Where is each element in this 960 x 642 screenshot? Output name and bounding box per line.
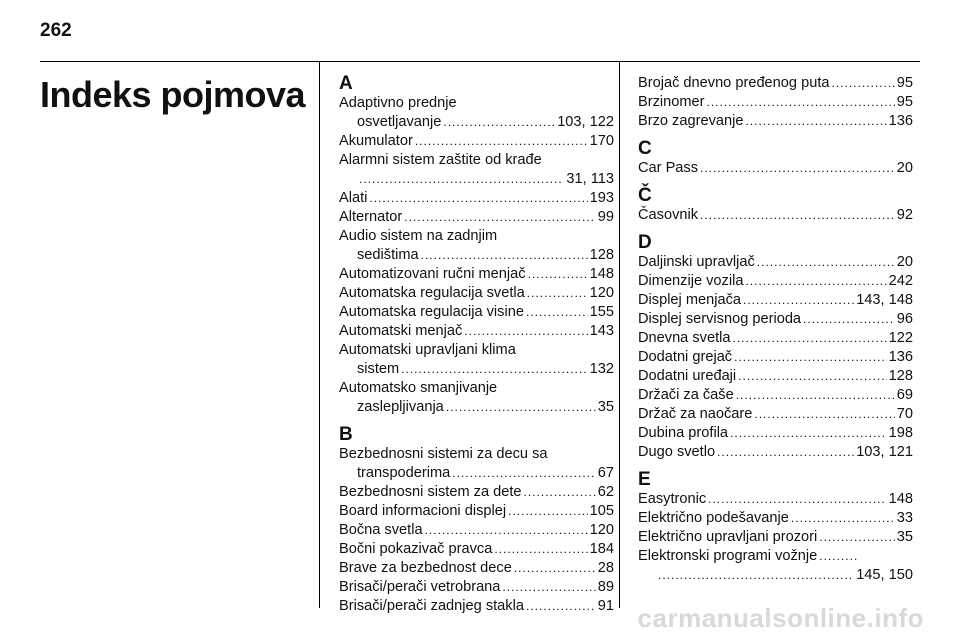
- index-page-numbers: 20: [896, 160, 913, 176]
- section-letter-b: B: [339, 424, 353, 445]
- index-page-numbers: 20: [896, 254, 913, 270]
- index-page-numbers: 67: [597, 465, 614, 481]
- leader-dots: [443, 113, 555, 132]
- index-entry: [638, 424, 913, 443]
- index-entry: [638, 112, 913, 131]
- leader-dots: [452, 464, 595, 483]
- index-list-e: [638, 490, 913, 585]
- index-term: Brave za bezbednost dece: [339, 560, 512, 576]
- index-term: zaslepljivanja: [357, 399, 444, 415]
- index-term: Brisači/perači vetrobrana: [339, 579, 501, 595]
- section-letter-a: A: [339, 73, 353, 94]
- index-entry-line: [339, 578, 614, 597]
- index-page-numbers: 136: [888, 113, 913, 129]
- index-term: sedištima: [357, 247, 419, 263]
- index-term: Dubina profila: [638, 425, 729, 441]
- section-letter-d: D: [638, 232, 652, 253]
- index-term: Dugo svetlo: [638, 444, 716, 460]
- leader-dots: [757, 253, 895, 272]
- index-entry-line: [638, 93, 913, 112]
- index-entry-term-start: [339, 151, 614, 170]
- leader-dots: [527, 284, 588, 303]
- index-term: Brisači/perači zadnjeg stakla: [339, 598, 524, 614]
- index-page-numbers: 105: [589, 503, 614, 519]
- index-entry-line: [339, 322, 614, 341]
- page-title: Indeks pojmova: [40, 74, 306, 115]
- leader-dots: [803, 310, 895, 329]
- index-column-2: [638, 74, 913, 585]
- index-entry-line: [339, 483, 614, 502]
- index-page-numbers: 33: [896, 510, 913, 526]
- leader-dots: [700, 159, 895, 178]
- index-entry: [339, 341, 614, 379]
- index-entry: [339, 559, 614, 578]
- index-entry: [638, 490, 913, 509]
- index-entry-line: [638, 424, 913, 443]
- index-column-1: [339, 74, 614, 616]
- index-entry-line: [638, 566, 913, 585]
- index-term: Dimenzije vozila: [638, 273, 744, 289]
- index-page-numbers: 128: [888, 368, 913, 384]
- index-entry-line: [339, 132, 614, 151]
- index-entry-line: [638, 291, 913, 310]
- index-entry-line: [339, 360, 614, 379]
- section-letter-e: E: [638, 469, 651, 490]
- index-entry-line: [638, 348, 913, 367]
- index-term: Alarmni sistem zaštite od krađe: [339, 152, 542, 168]
- index-page-numbers: 155: [589, 304, 614, 320]
- index-page-numbers: 28: [597, 560, 614, 576]
- index-entry-line: [638, 272, 913, 291]
- index-entry: [339, 227, 614, 265]
- index-term: Električno upravljani prozori: [638, 529, 818, 545]
- index-page-numbers: 120: [589, 522, 614, 538]
- leader-dots: [524, 483, 596, 502]
- index-entry: [339, 540, 614, 559]
- index-page-numbers: 148: [589, 266, 614, 282]
- index-term: Board informacioni displej: [339, 503, 507, 519]
- index-entry-line: [638, 74, 913, 93]
- index-term: Bočni pokazivač pravca: [339, 541, 493, 557]
- leader-dots: [415, 132, 588, 151]
- index-page-numbers: 120: [589, 285, 614, 301]
- index-term: Bezbednosni sistemi za decu sa: [339, 446, 548, 462]
- leader-dots: [732, 329, 886, 348]
- index-entry: [638, 443, 913, 462]
- leader-dots: [717, 443, 854, 462]
- page-number: 262: [40, 20, 72, 41]
- leader-dots: [369, 189, 587, 208]
- index-page-numbers: 35: [896, 529, 913, 545]
- index-entry: [339, 303, 614, 322]
- index-entry: [638, 272, 913, 291]
- leader-dots: [819, 547, 859, 566]
- index-term: Automatsko smanjivanje: [339, 380, 498, 396]
- index-term: Brojač dnevno pređenog puta: [638, 75, 830, 91]
- index-page-numbers: 132: [589, 361, 614, 377]
- index-page-numbers: 95: [896, 94, 913, 110]
- index-entry: [339, 189, 614, 208]
- index-entry: [638, 405, 913, 424]
- index-entry-line: [339, 464, 614, 483]
- index-page-numbers: 89: [597, 579, 614, 595]
- leader-dots: [464, 322, 587, 341]
- index-entry: [638, 528, 913, 547]
- index-page-numbers: 103, 121: [856, 444, 913, 460]
- index-entry-line: [339, 502, 614, 521]
- index-list-b-continued: [638, 74, 913, 131]
- index-page-numbers: 143: [589, 323, 614, 339]
- index-page-numbers: 31, 113: [566, 171, 614, 187]
- leader-dots: [508, 502, 588, 521]
- index-term: Bočna svetla: [339, 522, 423, 538]
- leader-dots: [526, 597, 596, 616]
- leader-dots: [819, 528, 895, 547]
- column-divider-right: [619, 62, 620, 608]
- leader-dots: [832, 74, 895, 93]
- index-entry-line: [638, 509, 913, 528]
- index-entry: [638, 253, 913, 272]
- index-list-c-caron: [638, 206, 913, 225]
- index-entry-term-start: [339, 94, 614, 113]
- index-term: Elektronski programi vožnje: [638, 548, 818, 564]
- index-entry-line: [638, 367, 913, 386]
- index-entry-line: [339, 521, 614, 540]
- index-entry-line: [638, 206, 913, 225]
- index-entry-term-start: [339, 445, 614, 464]
- index-entry: [638, 386, 913, 405]
- index-entry: [638, 74, 913, 93]
- index-term: Automatska regulacija svetla: [339, 285, 525, 301]
- index-term: Automatski menjač: [339, 323, 463, 339]
- index-page-numbers: 193: [589, 190, 614, 206]
- index-entry: [339, 94, 614, 132]
- index-entry: [638, 547, 913, 585]
- leader-dots: [421, 246, 588, 265]
- leader-dots: [425, 521, 588, 540]
- leader-dots: [791, 509, 895, 528]
- index-term: Akumulator: [339, 133, 413, 149]
- index-page-numbers: 103, 122: [557, 114, 614, 130]
- index-entry-line: [339, 559, 614, 578]
- index-term: Automatska regulacija visine: [339, 304, 524, 320]
- index-entry-line: [638, 528, 913, 547]
- leader-dots: [738, 367, 886, 386]
- index-entry: [339, 284, 614, 303]
- index-page-numbers: 92: [896, 207, 913, 223]
- index-entry-line: [339, 540, 614, 559]
- leader-dots: [658, 566, 854, 585]
- index-entry: [638, 367, 913, 386]
- index-term: sistem: [357, 361, 400, 377]
- index-entry: [339, 521, 614, 540]
- index-entry-line: [638, 443, 913, 462]
- index-term: Alternator: [339, 209, 403, 225]
- leader-dots: [707, 93, 895, 112]
- index-entry-line: [638, 112, 913, 131]
- index-entry: [638, 310, 913, 329]
- index-page-numbers: 170: [589, 133, 614, 149]
- index-page-numbers: 198: [888, 425, 913, 441]
- index-entry: [339, 502, 614, 521]
- index-term: transpoderima: [357, 465, 451, 481]
- leader-dots: [745, 112, 886, 131]
- index-page-numbers: 70: [896, 406, 913, 422]
- index-list-a: [339, 94, 614, 417]
- index-term: Automatizovani ručni menjač: [339, 266, 526, 282]
- index-entry-line: [339, 113, 614, 132]
- index-term: Držači za čaše: [638, 387, 734, 403]
- index-page-numbers: 136: [888, 349, 913, 365]
- header-rule: [40, 61, 920, 62]
- index-page-numbers: 96: [896, 311, 913, 327]
- index-entry-line: [339, 303, 614, 322]
- index-entry-line: [638, 490, 913, 509]
- leader-dots: [708, 490, 887, 509]
- index-entry: [638, 329, 913, 348]
- index-term: Adaptivno prednje: [339, 95, 457, 111]
- section-letter-c-caron: Č: [638, 185, 652, 206]
- index-page-numbers: 148: [888, 491, 913, 507]
- index-entry-line: [638, 253, 913, 272]
- index-page-numbers: 95: [896, 75, 913, 91]
- leader-dots: [743, 291, 854, 310]
- index-entry: [339, 322, 614, 341]
- index-entry-line: [339, 284, 614, 303]
- leader-dots: [446, 398, 596, 417]
- leader-dots: [736, 386, 895, 405]
- index-term: Car Pass: [638, 160, 699, 176]
- index-entry: [339, 208, 614, 227]
- index-entry-term-start: [339, 227, 614, 246]
- index-term: Automatski upravljani klima: [339, 342, 516, 358]
- index-entry: [638, 291, 913, 310]
- index-entry-line: [638, 405, 913, 424]
- index-page-numbers: 242: [888, 273, 913, 289]
- index-entry-line: [339, 597, 614, 616]
- index-page-numbers: 128: [589, 247, 614, 263]
- index-term: Držač za naočare: [638, 406, 753, 422]
- index-term: Električno podešavanje: [638, 510, 789, 526]
- index-entry-line: [638, 310, 913, 329]
- index-entry-line: [339, 170, 614, 189]
- index-term: Displej servisnog perioda: [638, 311, 802, 327]
- leader-dots: [700, 206, 895, 225]
- index-term: Brzinomer: [638, 94, 705, 110]
- leader-dots: [494, 540, 587, 559]
- index-term: Dodatni grejač: [638, 349, 733, 365]
- index-entry: [638, 159, 913, 178]
- index-term: Časovnik: [638, 207, 699, 223]
- column-divider-left: [319, 62, 320, 608]
- index-term: Audio sistem na zadnjim: [339, 228, 498, 244]
- index-page-numbers: 145, 150: [856, 567, 913, 583]
- leader-dots: [502, 578, 595, 597]
- index-entry: [339, 445, 614, 483]
- index-page-numbers: 143, 148: [856, 292, 913, 308]
- index-entry: [339, 265, 614, 284]
- index-entry-line: [339, 246, 614, 265]
- leader-dots: [734, 348, 887, 367]
- index-term: Dnevna svetla: [638, 330, 731, 346]
- index-page-numbers: 184: [589, 541, 614, 557]
- leader-dots: [754, 405, 894, 424]
- watermark: carmanualsonline.info: [637, 603, 924, 633]
- index-term: Brzo zagrevanje: [638, 113, 744, 129]
- index-entry-line: [638, 386, 913, 405]
- index-term: Easytronic: [638, 491, 707, 507]
- index-entry-line: [638, 329, 913, 348]
- leader-dots: [745, 272, 886, 291]
- leader-dots: [401, 360, 587, 379]
- index-entry-line: [638, 159, 913, 178]
- index-term: Bezbednosni sistem za dete: [339, 484, 522, 500]
- index-entry-term-start: [339, 379, 614, 398]
- leader-dots: [730, 424, 887, 443]
- index-entry-term-start: [339, 341, 614, 360]
- leader-dots: [359, 170, 564, 189]
- index-entry: [339, 578, 614, 597]
- index-term: osvetljavanje: [357, 114, 442, 130]
- index-term: Displej menjača: [638, 292, 742, 308]
- index-list-c: [638, 159, 913, 178]
- index-entry: [339, 151, 614, 189]
- index-page-numbers: 69: [896, 387, 913, 403]
- index-page-numbers: 122: [888, 330, 913, 346]
- index-term: Dodatni uređaji: [638, 368, 737, 384]
- index-page-numbers: 35: [597, 399, 614, 415]
- index-entry: [339, 132, 614, 151]
- index-entry: [638, 509, 913, 528]
- index-page-numbers: 99: [597, 209, 614, 225]
- index-entry: [638, 93, 913, 112]
- index-entry: [339, 379, 614, 417]
- index-page-numbers: 62: [597, 484, 614, 500]
- leader-dots: [514, 559, 596, 578]
- index-page-numbers: 91: [597, 598, 614, 614]
- index-entry-line: [339, 208, 614, 227]
- leader-dots: [528, 265, 588, 284]
- leader-dots: [404, 208, 595, 227]
- index-entry-line: [339, 189, 614, 208]
- index-term: Alati: [339, 190, 368, 206]
- index-entry-line: [339, 265, 614, 284]
- index-list-d: [638, 253, 913, 462]
- index-entry: [638, 206, 913, 225]
- index-entry: [339, 597, 614, 616]
- section-letter-c: C: [638, 138, 652, 159]
- leader-dots: [526, 303, 588, 322]
- index-entry: [638, 348, 913, 367]
- index-entry: [339, 483, 614, 502]
- index-term: Daljinski upravljač: [638, 254, 755, 270]
- index-entry-term-start: [638, 547, 913, 566]
- index-list-b: [339, 445, 614, 616]
- index-entry-line: [339, 398, 614, 417]
